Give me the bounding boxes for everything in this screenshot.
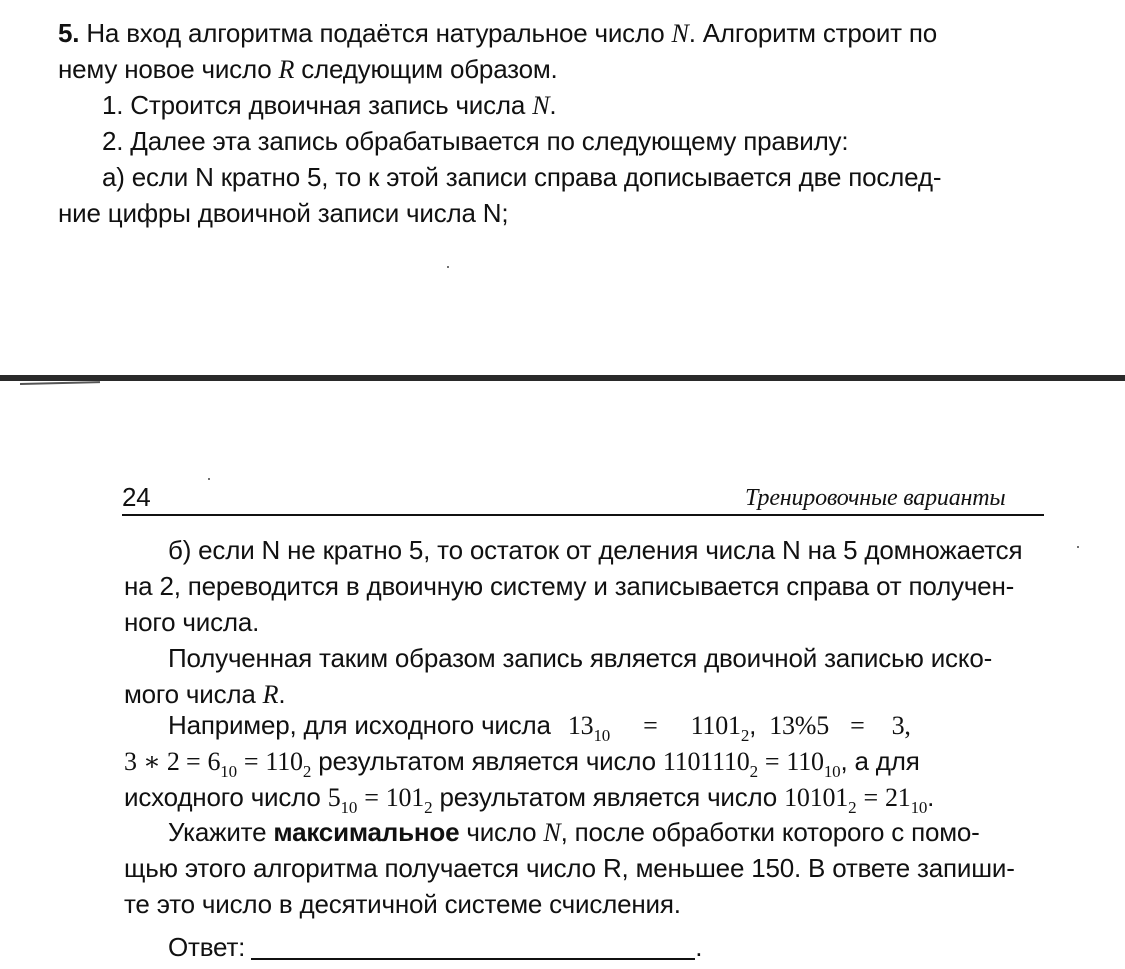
eq-sign: = xyxy=(643,711,658,740)
result-line-1: Полученная таким образом запись является двоичной записью иско- xyxy=(168,643,993,673)
example-tail: . xyxy=(927,782,935,812)
task-text: Укажите xyxy=(168,817,267,847)
num-1101110: $1101110_2$ xyxy=(662,747,758,781)
rule-b-line-2: на 2, переводится в двоичную систему и записывается справа от получен- xyxy=(124,571,1015,601)
example-text: результатом является число xyxy=(318,746,656,776)
answer-field[interactable] xyxy=(251,958,695,960)
rule-a-line-2: ние цифры двоичной записи числа N; xyxy=(58,198,509,228)
example-line-3 xyxy=(124,780,934,815)
mod-expr: 13%5 xyxy=(769,711,830,740)
rule-b-line-1: б) если N не кратно 5, то остаток от деления числа N на 5 домножается xyxy=(168,535,1023,565)
result-tail: . xyxy=(278,679,286,709)
answer-label: Ответ: xyxy=(168,932,246,962)
task-line-1 xyxy=(168,815,980,850)
example-text: результатом является число xyxy=(439,782,778,812)
eq-sign: = xyxy=(863,783,878,812)
problem-number: 5. xyxy=(58,18,80,48)
result-text: мого числа xyxy=(124,679,256,709)
step-1-var: N xyxy=(532,91,550,120)
answer-row xyxy=(168,930,702,964)
task-line-2: щью этого алгоритма получается число R, меньшее 150. В ответе запиши- xyxy=(124,853,1015,883)
example-prefix: Например, для исходного числа xyxy=(168,710,551,740)
task-line-3: те это число в десятичной системе счисления. xyxy=(124,889,681,919)
scan-speck xyxy=(447,266,449,268)
result-var-r: R xyxy=(262,680,279,709)
num-10101: $10101_2$ xyxy=(784,783,857,817)
rule-b-line-3: ного числа. xyxy=(124,607,260,637)
eq-sign: = xyxy=(764,747,780,776)
intro-line-2 xyxy=(58,52,558,87)
var-r: R xyxy=(278,55,295,84)
num-5: $5_{10}$ xyxy=(327,783,358,817)
example-line-1 xyxy=(168,708,911,743)
scan-speck xyxy=(208,478,210,480)
var-n: N xyxy=(671,19,689,48)
page-divider xyxy=(0,375,1125,381)
header-rule xyxy=(122,514,1044,516)
intro-text-2b: следующим образом. xyxy=(301,54,558,84)
step-1-text: 1. Строится двоичная запись числа xyxy=(102,90,526,120)
page-number: 24 xyxy=(122,482,151,512)
step-1-tail: . xyxy=(549,90,557,120)
result-line-2 xyxy=(124,677,285,712)
top-fragment xyxy=(58,16,1098,236)
num-101: $101_2$ xyxy=(385,783,433,817)
step-1 xyxy=(102,88,556,123)
eq-sign: = xyxy=(243,747,259,776)
running-title: Тренировочные варианты xyxy=(745,485,1006,511)
task-text: , после обработки которого с помо- xyxy=(560,817,980,847)
intro-text-1a: На вход алгоритма подаётся натуральное число xyxy=(86,18,665,48)
rule-a-line-1: а) если N кратно 5, то к этой записи справа дописывается две послед- xyxy=(102,162,942,192)
task-var-n: N xyxy=(543,818,561,847)
intro-text-2a: нему новое число xyxy=(58,54,272,84)
task-text: число xyxy=(466,817,537,847)
task-emphasis: максимальное xyxy=(273,817,460,847)
sep: , xyxy=(749,710,757,740)
num-110: $110_2$ xyxy=(265,747,312,781)
mod-result: 3, xyxy=(891,711,911,740)
example-text: исходного число xyxy=(124,782,321,812)
eq-sign: = xyxy=(850,711,865,740)
scan-speck xyxy=(1077,546,1079,548)
page-divider-sliver xyxy=(20,381,100,385)
num-110-dec: $110_{10}$ xyxy=(786,747,841,781)
num-1101: $1101_2$ xyxy=(690,711,750,745)
example-line-2 xyxy=(124,744,920,779)
num-6: $6_{10}$ xyxy=(207,747,237,781)
num-21: $21_{10}$ xyxy=(884,783,928,817)
intro-text-1b: . Алгоритм строит по xyxy=(688,18,938,48)
step-2: 2. Далее эта запись обрабатывается по следующему правилу: xyxy=(102,126,849,156)
answer-tail: . xyxy=(695,932,703,962)
num-13: $13_{10}$ xyxy=(567,711,611,745)
example-tail: , а для xyxy=(840,746,920,776)
mult-expr: 3 ∗ 2 = xyxy=(124,747,201,776)
eq-sign: = xyxy=(364,783,379,812)
intro-line-1 xyxy=(58,16,937,51)
